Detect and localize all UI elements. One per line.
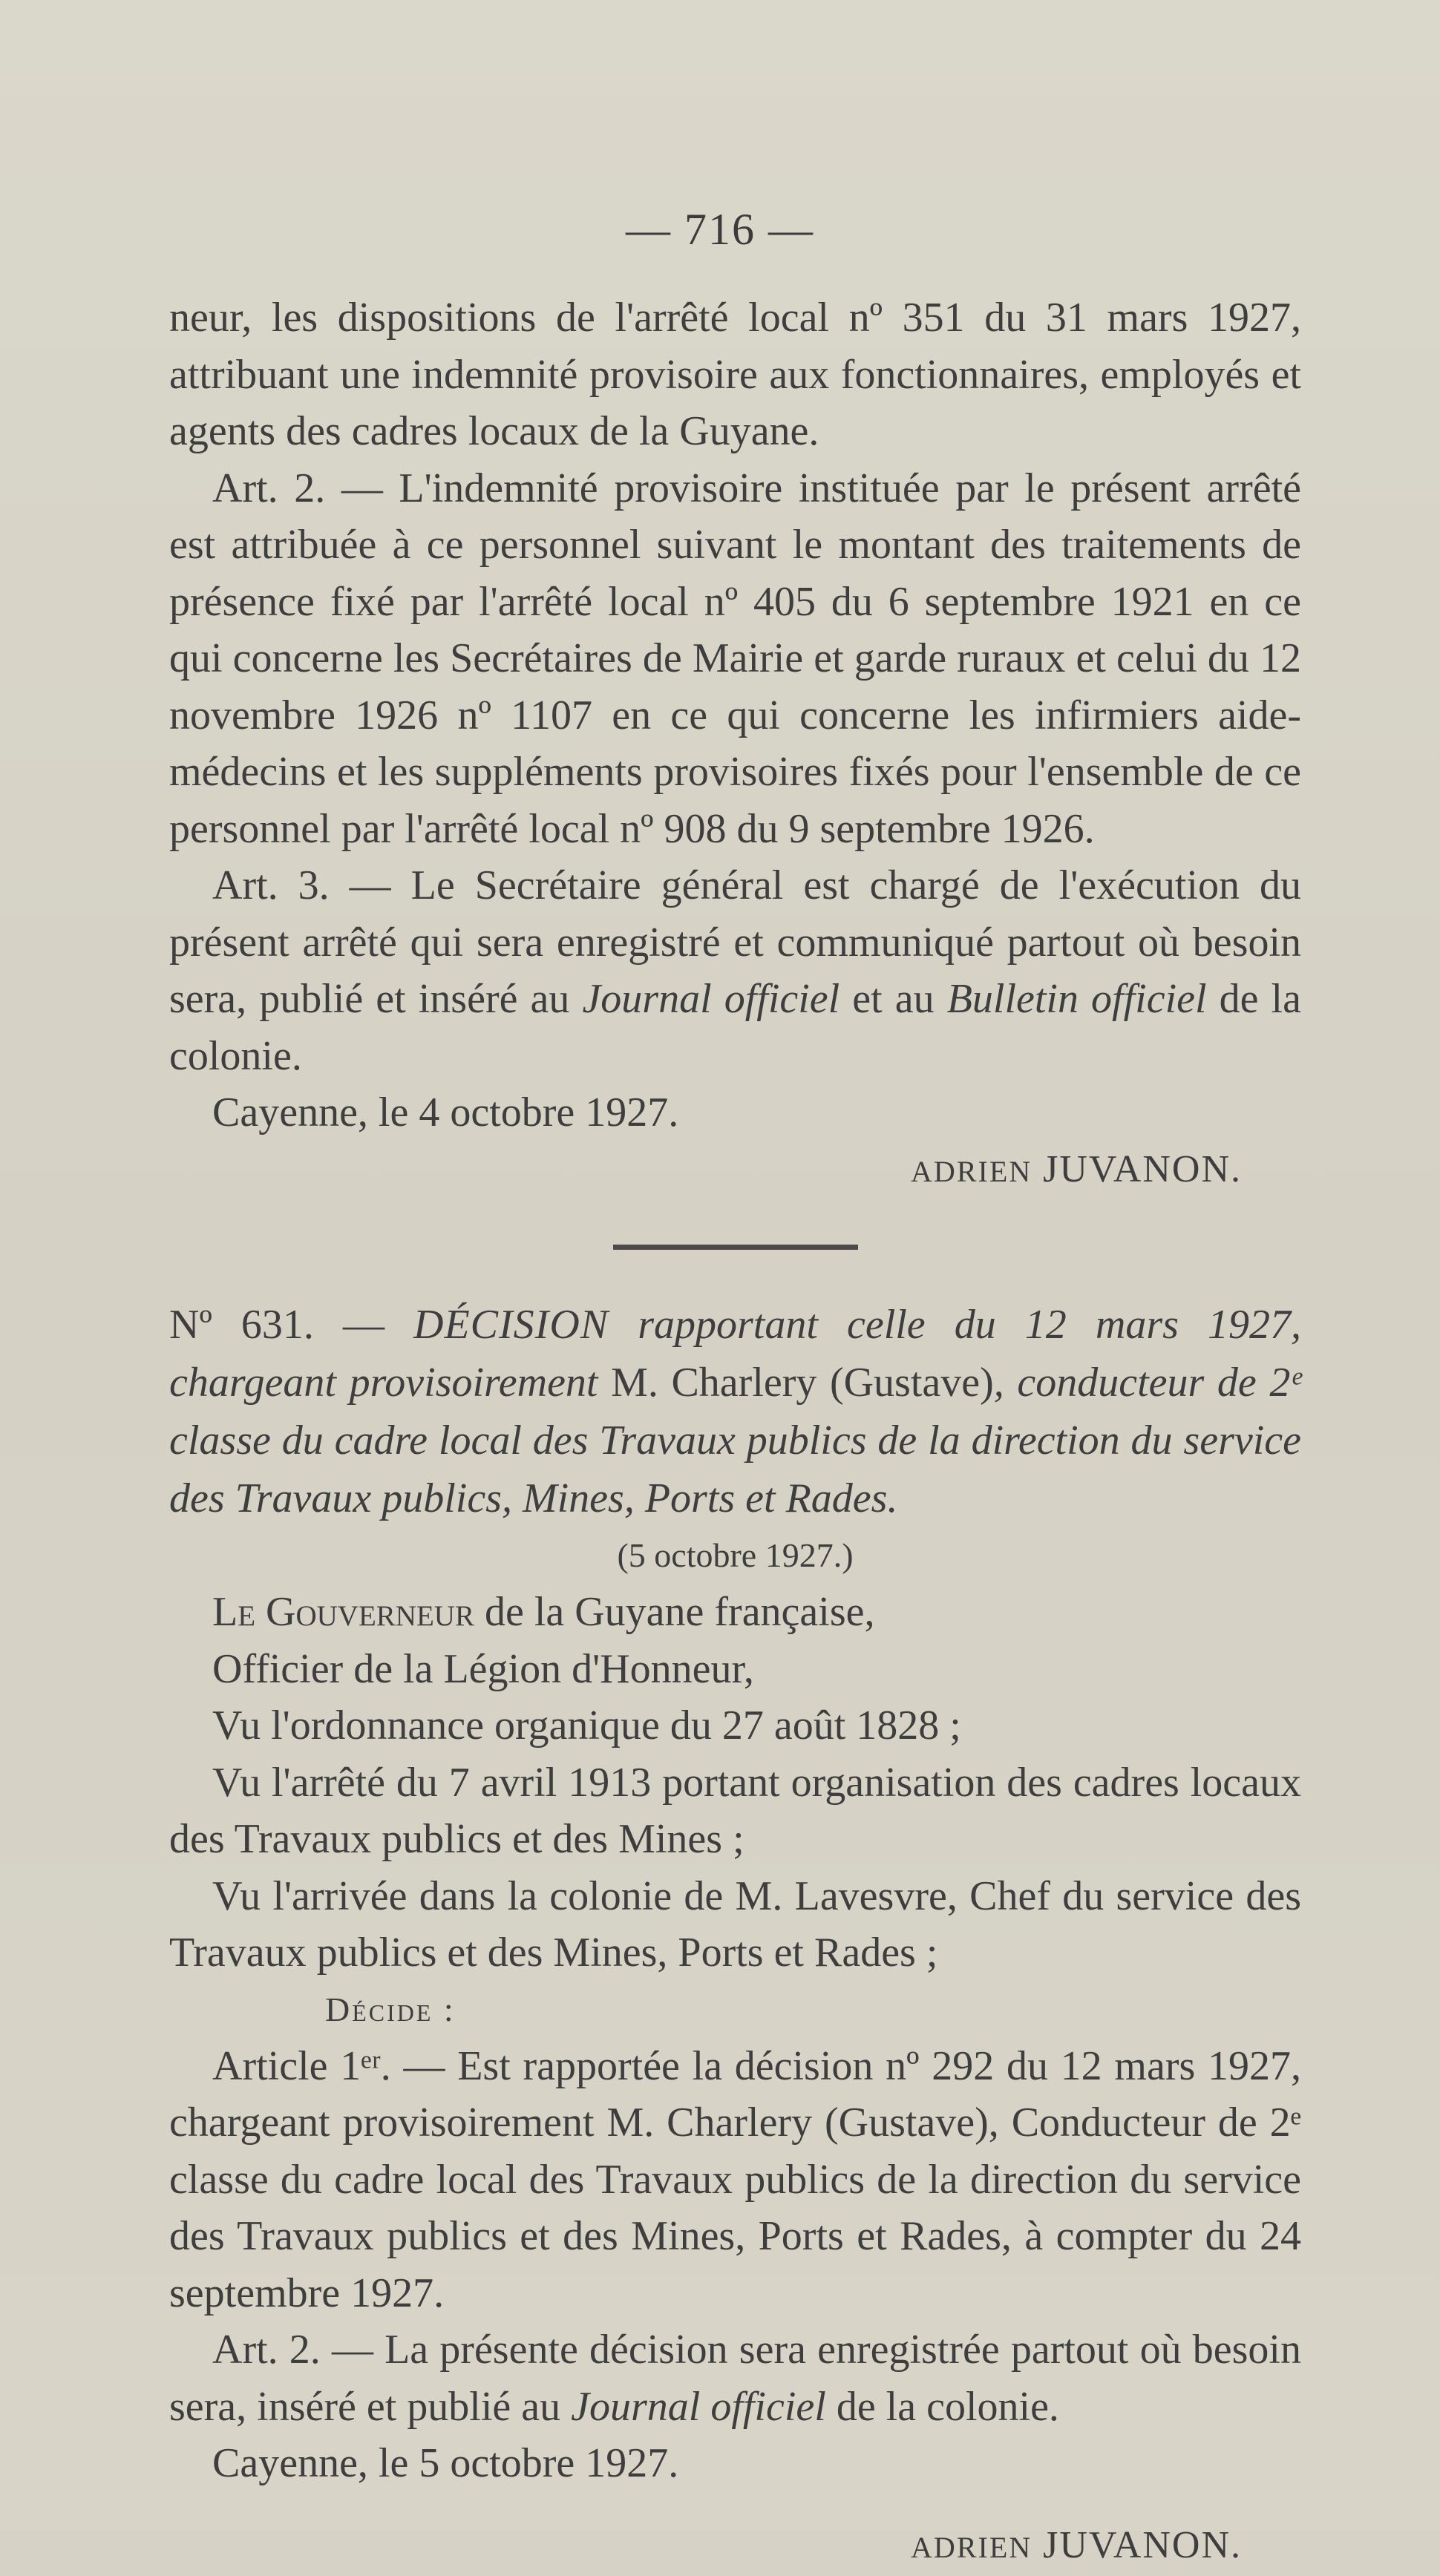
decision-art2-text-start: Art. 2. — La présente décision sera enregistrée partout où besoin sera, inséré et publié au [169,2327,1301,2430]
decision-article-1: Article 1ᵉʳ. — Est rapportée la décision nº 292 du 12 mars 1927, chargeant provisoirement M. Charlery (Gustave), Conducteur de 2ᵉ classe du cadre local des Travaux publics de la direction du service des Travaux publics et des Mines, Ports et Rades, à compter du 24 septembre 1927. [169,2038,1301,2322]
decision-vu-1: Vu l'ordonnance organique du 27 août 1828 ; [169,1697,1301,1754]
decision-title [169,1296,1301,1527]
decision-signature-first: ADRIEN [911,2531,1032,2564]
page-number: — 716 — [0,204,1440,255]
decision-art2-text-end: de la colonie. [826,2384,1059,2430]
page-content [169,289,1301,2576]
arrete-continuation: neur, les dispositions de l'arrêté local nº 351 du 31 mars 1927, attribuant une indemnité provisoire aux fonctionnaires, employés et agents des cadres locaux de la Guyane. [169,289,1301,460]
decision-art2-journal-officiel: Journal officiel [571,2384,826,2430]
arrete-signature-last: JUVANON. [1043,1148,1242,1190]
arrete-place-date: Cayenne, le 4 octobre 1927. [169,1084,1301,1141]
decision-keyword: DÉCISION [413,1302,609,1348]
decision-decide: Décide : [169,1982,1301,2038]
governor-title: Le Gouverneur [212,1589,474,1635]
decision-date: (5 octobre 1927.) [169,1527,1301,1584]
decision-place-date: Cayenne, le 5 octobre 1927. [169,2435,1301,2492]
section-divider [613,1245,858,1250]
decision-signature [169,2517,1301,2576]
art3-text-start: Art. 3. — Le Secrétaire général est chargé de l'exécution du présent arrêté qui sera enregistré et communiqué partout où besoin sera, publié et inséré au [169,862,1301,1022]
decision-vu-3: Vu l'arrivée dans la colonie de M. Lavesvre, Chef du service des Travaux publics et des Mines, Ports et Rades ; [169,1868,1301,1982]
decision-officer: Officier de la Légion d'Honneur, [169,1641,1301,1698]
decision-title-person: M. Charlery (Gustave) [611,1360,994,1406]
decision-governor [169,1584,1301,1641]
art3-bulletin-officiel: Bulletin officiel [947,976,1207,1022]
decision-number: Nº 631. — [169,1302,413,1348]
arrete-signature [169,1141,1301,1201]
decision-title-part-b: , conducteur de 2ᵉ classe du cadre local des Travaux publics de la direction du service des Travaux publics, Mines, Ports et Rades. [169,1360,1301,1521]
decision-vu-2: Vu l'arrêté du 7 avril 1913 portant organisation des cadres locaux des Travaux publics et des Mines ; [169,1754,1301,1868]
art3-text-mid: et au [840,976,946,1022]
decision-title-part-a: rapportant celle du 12 mars 1927, chargeant provisoirement [169,1302,1301,1406]
governor-suffix: de la Guyane française, [474,1589,875,1635]
arrete-article-3 [169,857,1301,1084]
arrete-section [169,289,1301,1200]
decision-article-2 [169,2321,1301,2435]
art3-journal-officiel: Journal officiel [582,976,840,1022]
arrete-signature-first: ADRIEN [911,1155,1032,1188]
decision-section [169,1296,1301,2576]
arrete-article-2: Art. 2. — L'indemnité provisoire instituée par le présent arrêté est attribuée à ce personnel suivant le montant des traitements de présence fixé par l'arrêté local nº 405 du 6 septembre 1921 en ce qui concerne les Secrétaires de Mairie et garde ruraux et celui du 12 novembre 1926 nº 1107 en ce qui concerne les infirmiers aide-médecins et les suppléments provisoires fixés pour l'ensemble de ce personnel par l'arrêté local nº 908 du 9 septembre 1926. [169,460,1301,858]
decision-signature-last: JUVANON. [1043,2524,1242,2566]
art3-text-end: de la colonie. [169,976,1301,1079]
